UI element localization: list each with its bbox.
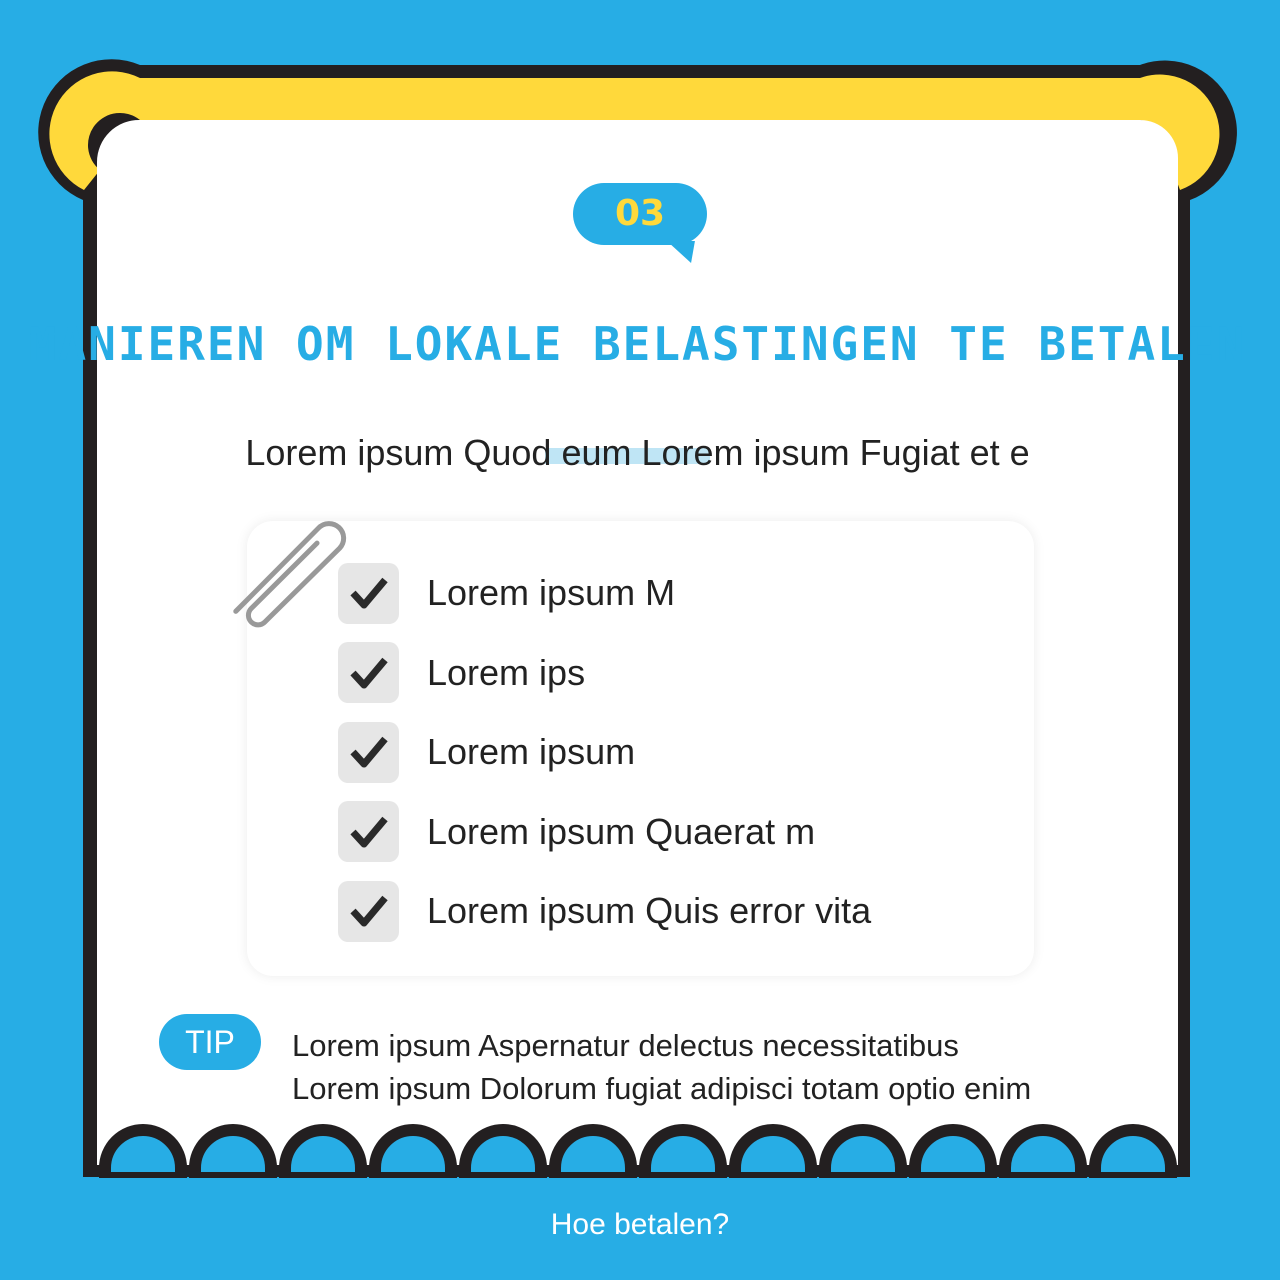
checklist-item-label: Lorem ipsum Quis error vita (427, 890, 872, 931)
footer-link[interactable]: Hoe betalen? (550, 1208, 730, 1241)
scallop-arch (195, 1130, 271, 1178)
checkbox-checked-icon[interactable] (338, 642, 399, 703)
scallop-arch (285, 1130, 361, 1178)
scallop-arch (105, 1130, 181, 1178)
checklist-item-label: Lorem ips (427, 651, 586, 693)
tip-line: Lorem ipsum Dolorum fugiat adipisci totam optio enim (292, 1071, 1032, 1106)
checklist-item (338, 880, 871, 942)
checklist-item (338, 562, 675, 624)
checklist-item (338, 801, 815, 863)
tip-badge: TIP (159, 1014, 261, 1070)
scallop-arch (825, 1130, 901, 1178)
scallop-arch (915, 1130, 991, 1178)
scallop-arch (1095, 1130, 1171, 1178)
checklist-item-label: Lorem ipsum Quaerat m (427, 810, 816, 852)
checkbox-checked-icon[interactable] (338, 563, 399, 624)
checklist-item (338, 642, 585, 704)
scallop-arch (375, 1130, 451, 1178)
checklist-item-label: Lorem ipsum (427, 731, 636, 772)
tip-line: Lorem ipsum Aspernatur delectus necessitatibus (292, 1028, 959, 1063)
scallop-arch (555, 1130, 631, 1178)
scallop-arch (735, 1130, 811, 1178)
checkbox-checked-icon[interactable] (338, 801, 399, 862)
paperclip-icon (220, 505, 345, 630)
checkbox-checked-icon[interactable] (338, 881, 399, 942)
checklist-item-label: Lorem ipsum M (427, 572, 676, 613)
subtitle: Lorem ipsum Quod eum Lorem ipsum Fugiat et e (245, 432, 1030, 473)
checkbox-checked-icon[interactable] (338, 722, 399, 783)
checklist-item (338, 721, 635, 783)
scallop-arch (465, 1130, 541, 1178)
tip-text (292, 1024, 1031, 1110)
page-title: MANIEREN OM LOKALE BELASTINGEN TE BETALEN (28, 317, 1247, 371)
scallop-arch (1005, 1130, 1081, 1178)
scallop-arch (645, 1130, 721, 1178)
step-badge: 03 (573, 183, 707, 245)
